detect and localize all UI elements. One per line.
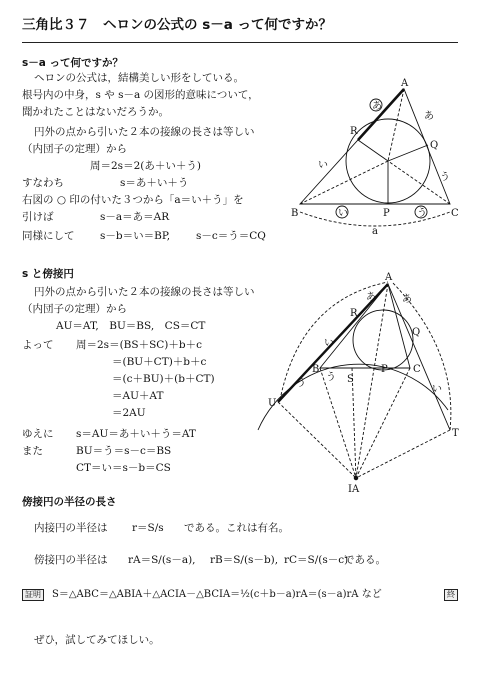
diagram1-labels xyxy=(291,78,459,237)
exradius-c: rC＝S/(s－c) xyxy=(284,554,349,566)
s2-formula: ＝2AU xyxy=(112,407,146,419)
line-at xyxy=(388,284,450,430)
s2-line: また xyxy=(22,445,43,457)
point-label: R xyxy=(350,308,358,319)
line-u-ia xyxy=(278,402,356,478)
arc-label: あ xyxy=(372,101,382,112)
radius-q xyxy=(388,145,428,161)
arc-label: い xyxy=(324,338,334,349)
point-label: IA xyxy=(348,484,360,495)
exradius-note: である。 xyxy=(344,554,386,566)
closing-text: ぜひ，試してみてほしい。 xyxy=(34,634,160,646)
s2-line: ゆえに xyxy=(22,428,54,440)
arc-label: あ xyxy=(424,111,434,122)
s1-line: 引けば xyxy=(22,211,54,223)
arc-label: い xyxy=(318,160,328,171)
s1-line: （内団子の定理）から xyxy=(22,143,127,155)
proof-badge: 証明 xyxy=(22,589,44,601)
s1-formula: s＝あ＋い＋う xyxy=(120,177,189,189)
s1-formula: s－c＝う＝CQ xyxy=(196,230,266,242)
point-label: A xyxy=(385,272,393,283)
point-label: C xyxy=(451,208,459,219)
s2-formula: BU＝う＝s－c＝BS xyxy=(76,445,172,457)
s2-formula: CT＝い＝s－b＝CS xyxy=(76,462,171,474)
exradius-a: rA＝S/(s－a), xyxy=(128,554,196,566)
point-label: B xyxy=(291,208,299,219)
s2-line: （内団子の定理）から xyxy=(22,303,127,315)
triangle-abc-2 xyxy=(320,284,410,368)
point-label: P xyxy=(381,364,388,375)
s2-line: よって xyxy=(22,339,54,351)
s2-formula: 周＝2s＝(BS＋SC)＋b＋c xyxy=(76,339,202,351)
s1-formula: s－b＝い＝BP, xyxy=(100,230,171,242)
s1-line: すなわち xyxy=(22,177,64,189)
point-label: C xyxy=(413,364,421,375)
s1-line: ヘロンの公式は，結構美しい形をしている。 xyxy=(34,72,244,84)
end-badge: 終 xyxy=(444,589,458,601)
point-label: S xyxy=(347,374,354,385)
arc-label: う xyxy=(296,378,306,389)
exradius-text: 傍接円の半径は xyxy=(34,554,108,566)
arc-label: あ xyxy=(402,294,412,305)
point-label: A xyxy=(401,78,409,89)
point-label: R xyxy=(350,126,358,137)
point-label: Q xyxy=(412,327,421,338)
s1-line: 聞かれたことはないだろうか。 xyxy=(22,106,169,118)
arc-label: あ xyxy=(366,292,376,303)
inradius-note: である。これは有名。 xyxy=(184,522,289,534)
s1-line: 右図の ○ 印の付いた３つから「a＝い＋う」を xyxy=(22,194,244,206)
point-label: B xyxy=(312,364,320,375)
incircle-2 xyxy=(353,310,413,370)
s2-formula: ＝(c＋BU)＋(b＋CT) xyxy=(112,373,215,385)
s2-line: 円外の点から引いた２本の接線の長さは等しい xyxy=(34,286,255,298)
bisector-b xyxy=(300,161,388,204)
section3-heading: 傍接円の半径の長さ xyxy=(22,496,117,508)
line-t-ia xyxy=(356,430,450,478)
point-label: Q xyxy=(430,140,439,151)
side-a-brace xyxy=(300,212,450,226)
point-label: P xyxy=(383,208,390,219)
s2-formula: ＝AU＋AT xyxy=(112,390,164,402)
arc-label: う xyxy=(417,208,427,219)
point-label: T xyxy=(452,428,459,439)
arc-label: う xyxy=(440,172,450,183)
line-c-ia xyxy=(356,368,410,478)
s2-formula: ＝(BU＋CT)＋b＋c xyxy=(112,356,207,368)
point-label: U xyxy=(268,398,277,409)
section1-heading: s－a って何ですか？ xyxy=(22,57,123,69)
side-label: a xyxy=(372,226,378,237)
s1-formula: 周＝2s＝2(あ＋い＋う) xyxy=(90,160,201,172)
inradius-text: 内接円の半径は xyxy=(34,522,108,534)
segment-ar xyxy=(358,89,404,140)
page-title: 三角比３７ ヘロンの公式の s－a って何ですか？ xyxy=(22,17,333,33)
section2-heading: s と傍接円 xyxy=(22,268,74,280)
s2-formula: s＝AU＝あ＋い＋う＝AT xyxy=(76,428,196,440)
s1-formula: s－a＝あ＝AR xyxy=(100,211,170,223)
s2-formula: AU＝AT, BU＝BS, CS＝CT xyxy=(56,320,206,332)
proof-text: S＝△ABC＝△ABIA＋△ACIA－△BCIA＝½(c＋b－a)rA＝(s－a)rA など xyxy=(52,589,382,600)
arc-label: い xyxy=(432,384,442,395)
radius-r xyxy=(358,140,388,161)
point-ia xyxy=(354,476,358,480)
arc-label: い xyxy=(338,208,348,219)
dashed-arc-t xyxy=(392,282,451,430)
s1-line: 同様にして xyxy=(22,230,75,242)
exradius-b: rB＝S/(s－b), xyxy=(210,554,279,566)
s1-line: 円外の点から引いた２本の接線の長さは等しい xyxy=(34,126,255,138)
s1-line: 根号内の中身，s や s－a の図形的意味について， xyxy=(22,89,259,101)
arc-label: う xyxy=(326,372,336,383)
inradius-formula: r＝S/s xyxy=(132,522,164,534)
